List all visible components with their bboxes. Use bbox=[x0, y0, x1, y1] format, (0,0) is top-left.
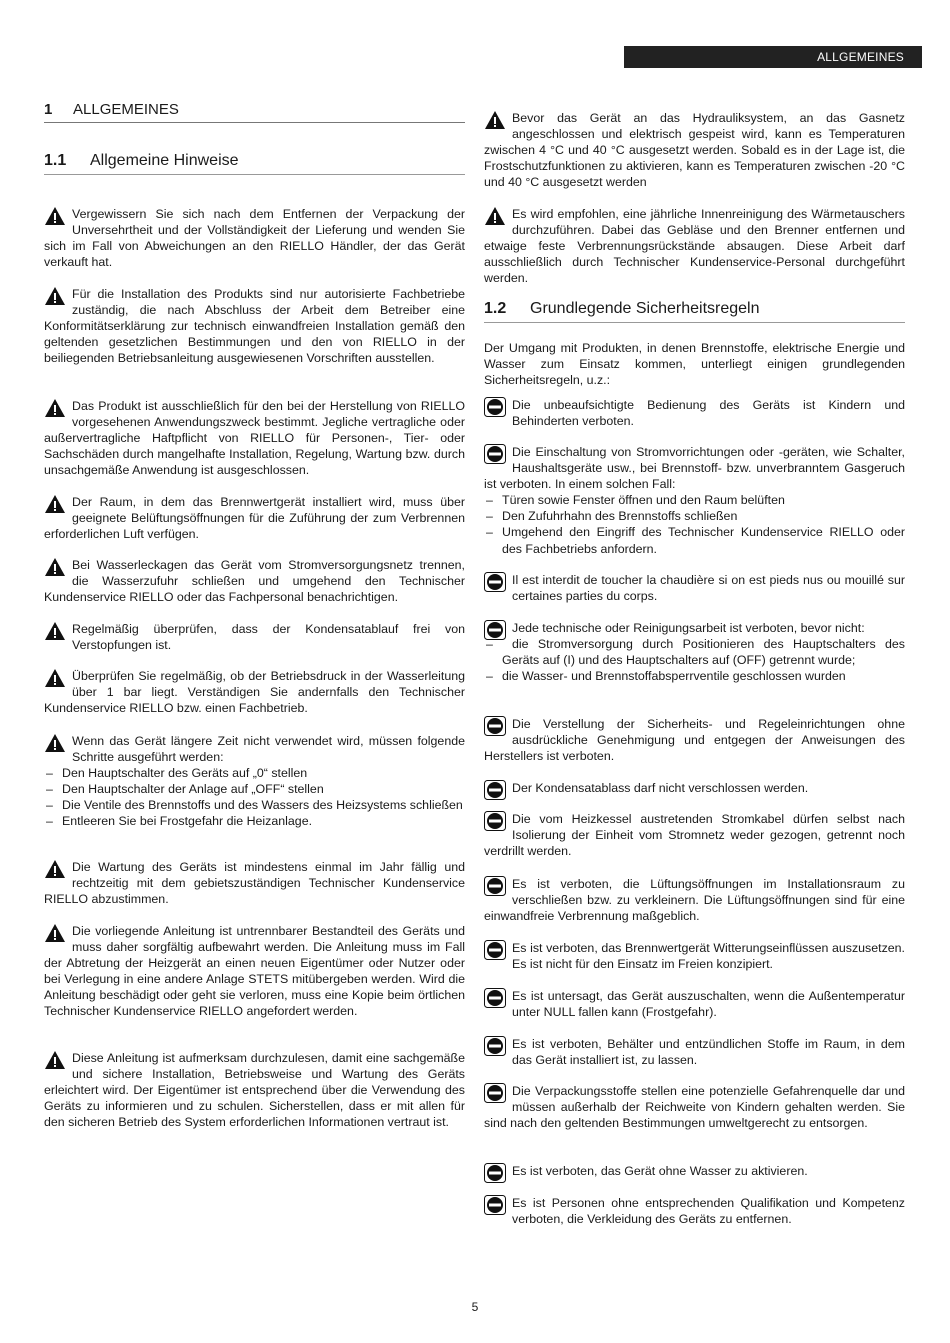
prohibition-note bbox=[484, 780, 905, 797]
note-text: Wenn das Gerät längere Zeit nicht verwendet wird, müssen folgende Schritte ausgeführt werden: bbox=[72, 734, 465, 765]
warning-icon bbox=[44, 668, 66, 688]
warning-note bbox=[44, 398, 465, 478]
action-list bbox=[484, 636, 905, 684]
warning-icon bbox=[44, 1050, 66, 1070]
section-header-band bbox=[624, 46, 922, 68]
prohibition-note bbox=[484, 940, 905, 972]
page-number: 5 bbox=[471, 1300, 479, 1314]
note-text: Der Raum, in dem das Brennwertgerät installiert wird, muss über geeignete Belüftungsöffnungen für die Zuführung der zum Verbrennen erforderlichen Luft verfügen. bbox=[44, 495, 465, 542]
prohibition-note bbox=[484, 572, 905, 604]
note-text: Die Wartung des Geräts ist mindestens einmal im Jahr fällig und rechtzeitig mit dem gebietszuständigen Technischer Kundenservice RIELLO abzustimmen. bbox=[44, 860, 465, 907]
list-item: – Umgehend den Eingriff des Technischer Kundenservice RIELLO oder des Fachbetriebs anfordern. bbox=[484, 524, 905, 556]
note-text: Die vom Heizkessel austretenden Stromkabel dürfen selbst nach Isolierung der Einheit vom Stromnetz weder gezogen, getrennt noch verdrillt werden. bbox=[484, 812, 905, 859]
section-heading-1-1 bbox=[44, 152, 465, 175]
warning-note bbox=[484, 110, 905, 190]
warning-icon bbox=[44, 494, 66, 514]
section-title: Allgemeine Hinweise bbox=[90, 152, 239, 169]
prohibition-note bbox=[484, 988, 905, 1020]
chapter-heading bbox=[44, 101, 465, 123]
prohibition-note bbox=[484, 444, 905, 557]
prohibition-note bbox=[484, 1036, 905, 1068]
list-item: – Den Hauptschalter der Anlage auf „OFF“ stellen bbox=[44, 781, 465, 797]
prohibition-note bbox=[484, 1083, 905, 1131]
warning-note bbox=[484, 206, 905, 286]
note-text: Der Kondensatablass darf nicht verschlossen werden. bbox=[512, 781, 809, 795]
warning-note bbox=[44, 206, 465, 270]
note-text: Die Verpackungsstoffe stellen eine potenzielle Gefahrenquelle dar und müssen außerhalb der Reichweite von Kindern gehalten werden. Sie sind nach den geltenden Bestimmungen umweltgerecht zu entsorgen. bbox=[484, 1084, 905, 1131]
section-heading-1-2 bbox=[484, 300, 905, 323]
note-text: Es ist verboten, das Brennwertgerät Witterungseinflüssen auszusetzen. Es ist nicht für den Einsatz im Freien konzipiert. bbox=[512, 941, 905, 972]
section-intro: Der Umgang mit Produkten, in denen Brennstoffe, elektrische Energie und Wasser zum Einsatz kommen, unterliegt einigen grundlegenden Sicherheitsregeln, u.z.: bbox=[484, 341, 905, 388]
note-text: Es ist untersagt, das Gerät auszuschalten, wenn die Außentemperatur unter NULL fallen kann (Frostgefahr). bbox=[512, 989, 905, 1020]
warning-note bbox=[44, 621, 465, 653]
prohibition-note bbox=[484, 620, 905, 684]
note-text: Die unbeaufsichtigte Bedienung des Geräts ist Kindern und Behinderten verboten. bbox=[512, 398, 905, 429]
note-text: Regelmäßig überprüfen, dass der Kondensatablauf frei von Verstopfungen ist. bbox=[72, 622, 465, 653]
no-entry-icon bbox=[484, 1195, 506, 1215]
warning-note bbox=[44, 286, 465, 366]
note-text: Die Verstellung der Sicherheits- und Regeleinrichtungen ohne ausdrückliche Genehmigung und entgegen der Anweisungen des Herstellers ist verboten. bbox=[484, 717, 905, 764]
no-entry-icon bbox=[484, 1036, 506, 1056]
warning-icon bbox=[44, 398, 66, 418]
note-text: Die Einschaltung von Stromvorrichtungen oder -geräten, wie Schalter, Haushaltsgeräte usw., bei Brennstoff- bzw. unverbranntem Gasgeruch ist verboten. In einem solchen Fall: bbox=[484, 445, 905, 492]
prohibition-note bbox=[484, 876, 905, 924]
list-item: – Entleeren Sie bei Frostgefahr die Heizanlage. bbox=[44, 813, 465, 829]
no-entry-icon bbox=[484, 988, 506, 1008]
warning-note bbox=[44, 1050, 465, 1130]
warning-icon bbox=[44, 923, 66, 943]
action-list bbox=[484, 492, 905, 556]
section-header-label: ALLGEMEINES bbox=[817, 50, 904, 64]
list-item: – die Wasser- und Brennstoffabsperrventile geschlossen wurden bbox=[484, 668, 905, 684]
no-entry-icon bbox=[484, 397, 506, 417]
note-text: Diese Anleitung ist aufmerksam durchzulesen, damit eine sachgemäße und sichere Installation, Betriebsweise und Wartung des Geräts erleichtert wird. Der Eigentümer ist entsprechend über die Verwendung des Geräts zu informieren und zu schulen. Sicherstellen, dass er mit allen für den sicheren Betrieb des System erforderlichen Informationen vertraut ist. bbox=[44, 1051, 465, 1130]
warning-note bbox=[44, 923, 465, 1020]
section-title: Grundlegende Sicherheitsregeln bbox=[530, 300, 760, 317]
note-text: Es wird empfohlen, eine jährliche Innenreinigung des Wärmetauschers durchzuführen. Dabei das Gebläse und den Brenner entfernen und etwaige feste Verbrennungsrückstände absaugen. Diese Arbeit darf ausschließlich durch Technischer Kundenservice-Personal durchgeführt werden. bbox=[484, 207, 905, 286]
warning-icon bbox=[484, 110, 506, 130]
note-text: Es ist verboten, die Lüftungsöffnungen im Installationsraum zu verschließen bzw. zu verkleinern. Die Lüftungsöffnungen sind für eine einwandfreie Verbrennung maßgeblich. bbox=[484, 877, 905, 924]
step-list bbox=[44, 765, 465, 829]
note-text: Bevor das Gerät an das Hydrauliksystem, an das Gasnetz angeschlossen und elektrisch gespeist wird, kann es Temperaturen zwischen 4 °C und 40 °C ausgesetzt werden. Sobald es in der Lage ist, die Frostschutzfunktionen zu aktivieren, kann es Temperaturen zwischen -20 °C und 40 °C ausgesetzt werden bbox=[484, 111, 905, 190]
warning-note bbox=[44, 733, 465, 830]
warning-note bbox=[44, 494, 465, 542]
no-entry-icon bbox=[484, 444, 506, 464]
chapter-number: 1 bbox=[44, 101, 53, 118]
no-entry-icon bbox=[484, 1083, 506, 1103]
note-text: Il est interdit de toucher la chaudière si on est pieds nus ou mouillé sur certaines parties du corps. bbox=[512, 573, 905, 604]
no-entry-icon bbox=[484, 811, 506, 831]
note-text: Bei Wasserleckagen das Gerät vom Stromversorgungsnetz trennen, die Wasserzufuhr schließen und umgehend den Technischer Kundenservice RIELLO oder das Fachpersonal benachrichtigen. bbox=[44, 558, 465, 605]
prohibition-note bbox=[484, 1163, 905, 1180]
chapter-title: ALLGEMEINES bbox=[73, 101, 179, 118]
warning-icon bbox=[44, 733, 66, 753]
no-entry-icon bbox=[484, 716, 506, 736]
warning-note bbox=[44, 668, 465, 716]
no-entry-icon bbox=[484, 572, 506, 592]
warning-icon bbox=[44, 206, 66, 226]
section-number: 1.2 bbox=[484, 300, 507, 317]
prohibition-note bbox=[484, 397, 905, 429]
note-text: Überprüfen Sie regelmäßig, ob der Betriebsdruck in der Wasserleitung über 1 bar liegt. Verständigen Sie andernfalls den Technischer Kundenservice RIELLO bzw. einen Fachbetrieb. bbox=[44, 669, 465, 716]
prohibition-note bbox=[484, 716, 905, 764]
list-item: – die Stromversorgung durch Positionieren des Hauptschalters des Geräts auf (I) und des Hauptschalters auf (OFF) getrennt wurde; bbox=[484, 636, 905, 668]
warning-icon bbox=[44, 859, 66, 879]
note-text: Es ist verboten, Behälter und entzündlichen Stoffe im Raum, in dem das Gerät installiert ist, zu lassen. bbox=[512, 1037, 905, 1068]
no-entry-icon bbox=[484, 1163, 506, 1183]
warning-icon bbox=[44, 621, 66, 641]
prohibition-note bbox=[484, 811, 905, 859]
note-text: Jede technische oder Reinigungsarbeit ist verboten, bevor nicht: bbox=[512, 621, 865, 635]
warning-icon bbox=[44, 286, 66, 306]
note-text: Das Produkt ist ausschließlich für den bei der Herstellung von RIELLO vorgesehenen Anwendungszweck bestimmt. Jegliche vertragliche oder außervertragliche Haftpflicht von RIELLO für Personen-, Tier- oder Sachschäden durch mangelhafte Installation, Regelung, Wartung bzw. durch unsachgemäße Anwendung ist ausgeschlossen. bbox=[44, 399, 465, 478]
list-item: – Die Ventile des Brennstoffs und des Wassers des Heizsystems schließen bbox=[44, 797, 465, 813]
warning-icon bbox=[44, 557, 66, 577]
warning-note bbox=[44, 557, 465, 605]
list-item: – Den Zufuhrhahn des Brennstoffs schließen bbox=[484, 508, 905, 524]
note-text: Es ist verboten, das Gerät ohne Wasser zu aktivieren. bbox=[512, 1164, 808, 1178]
prohibition-note bbox=[484, 1195, 905, 1227]
no-entry-icon bbox=[484, 780, 506, 800]
note-text: Für die Installation des Produkts sind nur autorisierte Fachbetriebe zuständig, die nach Abschluss der Arbeit dem Betreiber eine Konformitätserklärung zur technisch einwandfreien Installation gemäß den geltenden gesetzlichen Bestimmungen und den von RIELLO in der beiliegenden Betriebsanleitung ausgewiesenen Vorschriften ausstellen. bbox=[44, 287, 465, 366]
note-text: Vergewissern Sie sich nach dem Entfernen der Verpackung der Unversehrtheit und der Vollständigkeit der Lieferung und wenden Sie sich im Fall von Abweichungen an den RIELLO Händler, der das Gerät verkauft hat. bbox=[44, 207, 465, 270]
note-text: Es ist Personen ohne entsprechenden Qualifikation und Kompetenz verboten, die Verkleidung des Geräts zu entfernen. bbox=[512, 1196, 905, 1227]
warning-note bbox=[44, 859, 465, 907]
no-entry-icon bbox=[484, 876, 506, 896]
list-item: – Den Hauptschalter des Geräts auf „0“ stellen bbox=[44, 765, 465, 781]
warning-icon bbox=[484, 206, 506, 226]
list-item: – Türen sowie Fenster öffnen und den Raum belüften bbox=[484, 492, 905, 508]
note-text: Die vorliegende Anleitung ist untrennbarer Bestandteil des Geräts und muss daher sorgfältig aufbewahrt werden. Die Anleitung muss im Fall der Abtretung der Heizgerät an einen neuen Eigentümer oder Nutzer oder bei Verlegung in eine andere Anlage STETS mitübergeben werden. Wird die Anleitung beschädigt oder geht sie verloren, muss eine Kopie beim örtlichen Technischer Kundenservice RIELLO angefordert werden. bbox=[44, 924, 465, 1019]
section-number: 1.1 bbox=[44, 152, 67, 169]
no-entry-icon bbox=[484, 940, 506, 960]
